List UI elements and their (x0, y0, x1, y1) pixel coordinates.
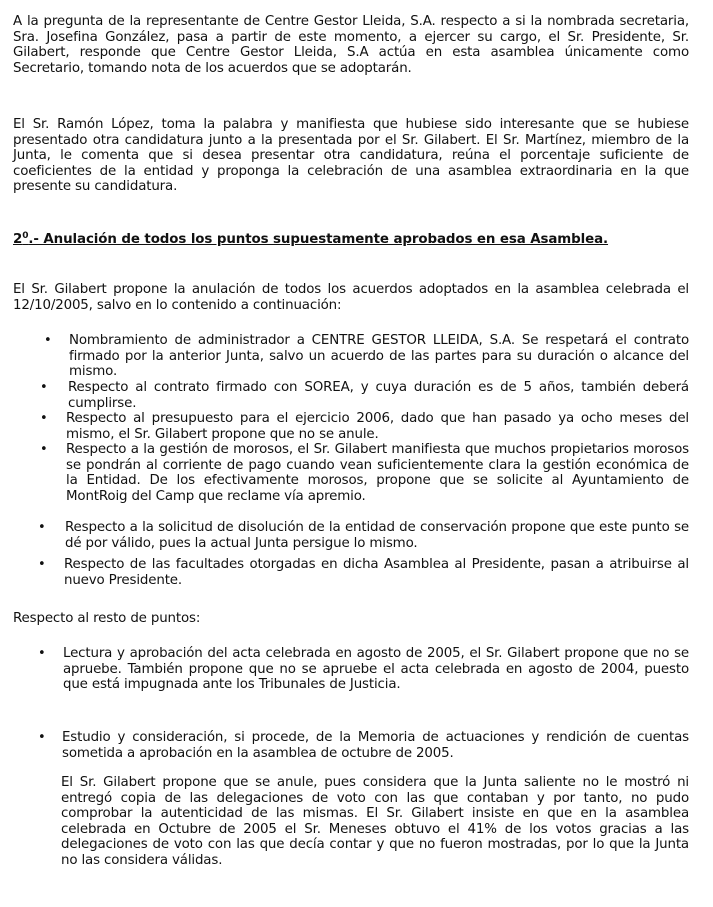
list-item-text: Estudio y consideración, si procede, de la Memoria de actuaciones y rendición de cuentas sometida a aprobación en la asamblea de octubre de 2005. (62, 730, 689, 761)
list-item-text: Respecto a la gestión de morosos, el Sr. Gilabert manifiesta que muchos propietarios morosos se pondrán al corriente de pago cuando vean suficientemente clara la gestión económica de la Entidad. De los efectivamente morosos, propone que se solicite al Ayuntamiento de MontRoig del Camp que reclame vía apremio. (66, 442, 689, 504)
bullet-icon: • (38, 730, 46, 745)
bullet-icon: • (40, 380, 48, 395)
paragraph-anulacion-intro: El Sr. Gilabert propone la anulación de todos los acuerdos adoptados en la asamblea celebrada el 12/10/2005, salvo en lo contenido a continuación: (13, 282, 689, 313)
paragraph-ramon-lopez: El Sr. Ramón López, toma la palabra y manifiesta que hubiese sido interesante que se hubiese presentado otra candidatura junto a la presentada por el Sr. Gilabert. El Sr. Martínez, miembro de la Junta, le comenta que si desea presentar otra candidatura, reúna el porcentaje suficiente de coeficientes de la entidad y proponga la celebración de una asamblea extraordinaria en la que presente su candidatura. (13, 117, 689, 195)
list-item-text: Respecto al presupuesto para el ejercicio 2006, dado que han pasado ya ocho meses del mismo, el Sr. Gilabert propone que no se anule. (66, 411, 689, 442)
list-item-text: Respecto a la solicitud de disolución de la entidad de conservación propone que este punto se dé por válido, pues la actual Junta persigue lo mismo. (65, 520, 689, 551)
section-title: .- Anulación de todos los puntos supuestamente aprobados en esa Asamblea. (28, 232, 609, 247)
bullet-icon: • (38, 520, 46, 535)
paragraph-propuesta-anular: El Sr. Gilabert propone que se anule, pues considera que la Junta saliente no le mostró ni entregó copia de las delegaciones de voto con las que contaban y por tanto, no pudo comprobar la autenticidad de las mismas. El Sr. Gilabert insiste en que en la asamblea celebrada en Octubre de 2005 el Sr. Meneses obtuvo el 41% de los votos gracias a las delegaciones de voto con las que decía contar y que no fueron mostradas, por lo que la Junta no las considera válidas. (61, 775, 689, 868)
list-item-text: Respecto de las facultades otorgadas en dicha Asamblea al Presidente, pasan a atribuirse al nuevo Presidente. (64, 557, 689, 588)
list-item-text: Nombramiento de administrador a CENTRE GESTOR LLEIDA, S.A. Se respetará el contrato firmado por la anterior Junta, salvo un acuerdo de las partes para su duración o alcance del mismo. (69, 333, 689, 380)
bullet-icon: • (38, 557, 46, 572)
section-superscript: 0 (22, 231, 29, 241)
bullet-icon: • (40, 442, 48, 457)
section-number: 2 (13, 232, 23, 247)
bullet-icon: • (38, 646, 46, 661)
list-item-text: Lectura y aprobación del acta celebrada en agosto de 2005, el Sr. Gilabert propone que no se apruebe. También propone que no se apruebe el acta celebrada en agosto de 2004, puesto que está impugnada ante los Tribunales de Justicia. (63, 646, 689, 693)
paragraph-resto-puntos: Respecto al resto de puntos: (13, 611, 201, 626)
list-item-text: Respecto al contrato firmado con SOREA, y cuya duración es de 5 años, también deberá cumplirse. (68, 380, 689, 411)
section-heading (13, 232, 689, 248)
bullet-icon: • (40, 411, 48, 426)
paragraph-secretaria: A la pregunta de la representante de Centre Gestor Lleida, S.A. respecto a si la nombrada secretaria, Sra. Josefina González, pasa a partir de este momento, a ejercer su cargo, el Sr. Presidente, Sr. Gilabert, responde que Centre Gestor Lleida, S.A actúa en esta asamblea únicamente como Secretario, tomando nota de los acuerdos que se adoptarán. (13, 14, 689, 76)
bullet-icon: • (44, 333, 52, 348)
